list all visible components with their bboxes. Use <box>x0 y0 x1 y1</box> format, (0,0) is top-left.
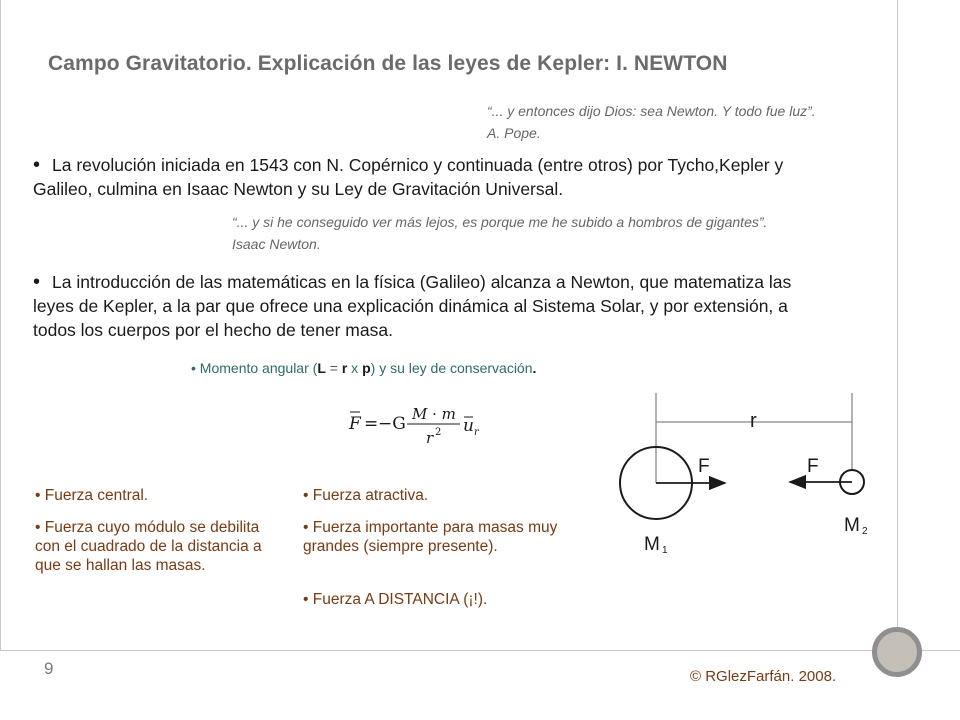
angular-momentum-suffix: ) y su ley de conservación <box>370 360 533 376</box>
formula-numerator: M · m <box>412 405 456 423</box>
pope-quote-author: A. Pope. <box>487 125 541 141</box>
slide-title: Campo Gravitatorio. Explicación de las leyes de Kepler: I. NEWTON <box>48 52 728 75</box>
feature-inverse-square: • Fuerza cuyo módulo se debilita con el cuadrado de la distancia a que se hallan las masas. <box>35 519 262 574</box>
angular-momentum-bullet <box>191 360 536 376</box>
angular-momentum-period: . <box>532 360 537 376</box>
feature-distance: • Fuerza A DISTANCIA (¡!). <box>303 591 488 608</box>
newton-quote <box>232 211 892 255</box>
bullet-icon: • <box>33 154 41 176</box>
gravitation-formula <box>340 396 500 450</box>
copyright-text: © RGlezFarfán. 2008. <box>690 668 837 685</box>
mass-1-label: M <box>644 534 660 555</box>
distance-label: r <box>750 410 757 432</box>
newton-quote-author: Isaac Newton. <box>232 236 321 252</box>
paragraph-copernicus-text: La revolución iniciada en 1543 con N. Copérnico y continuada (entre otros) por Tycho,Kepler y Galileo, culmina en Isaac Newton y su Ley de Gravitación Universal. <box>33 155 784 199</box>
paragraph-copernicus <box>33 153 793 201</box>
paragraph-mathematics-text: La introducción de las matemáticas en la física (Galileo) alcanza a Newton, que matematiza las leyes de Kepler, a la par que ofrece una explicación dinámica al Sistema Solar, y por extensión, a todos los cuerpos por el hecho de tener masa. <box>33 272 792 340</box>
force-label-right: F <box>807 456 819 477</box>
pope-quote-text: “... y entonces dijo Dios: sea Newton. Y todo fue luz”. <box>487 103 816 119</box>
footer-divider <box>0 650 960 651</box>
right-border-line <box>897 0 898 650</box>
formula-vector: u <box>463 416 474 436</box>
symbol-p: p <box>362 360 371 376</box>
mass-2-subscript: 2 <box>862 526 868 537</box>
angular-momentum-equals: = <box>325 360 342 376</box>
pope-quote <box>487 100 892 144</box>
formula-lhs: F <box>349 414 361 434</box>
formula-subscript: r <box>474 427 479 438</box>
paragraph-mathematics <box>33 270 793 342</box>
angular-momentum-cross: x <box>347 360 363 376</box>
formula-exponent: 2 <box>435 427 442 438</box>
bullet-icon: • <box>191 360 196 376</box>
formula-minus-g: −G <box>378 414 406 434</box>
symbol-r: r <box>341 360 348 376</box>
mass-1-subscript: 1 <box>662 545 668 556</box>
newton-quote-text: “... y si he conseguido ver más lejos, es porque me he subido a hombros de gigantes”. <box>232 214 768 230</box>
formula-equals: = <box>364 414 379 434</box>
page-number: 9 <box>44 659 54 678</box>
feature-attractive: • Fuerza atractiva. <box>303 487 429 504</box>
mass-2-label: M <box>844 515 860 536</box>
left-border-line <box>0 0 1 650</box>
decorative-circle-icon <box>872 627 922 677</box>
feature-large-masses: • Fuerza importante para masas muy grandes (siempre presente). <box>303 519 558 555</box>
bullet-icon: • <box>33 271 41 293</box>
angular-momentum-prefix: Momento angular ( <box>199 360 318 376</box>
feature-central: • Fuerza central. <box>35 487 149 504</box>
symbol-L: L <box>317 360 326 376</box>
two-masses-diagram <box>600 385 890 570</box>
formula-denominator: r <box>426 429 434 447</box>
force-label-left: F <box>698 456 710 477</box>
